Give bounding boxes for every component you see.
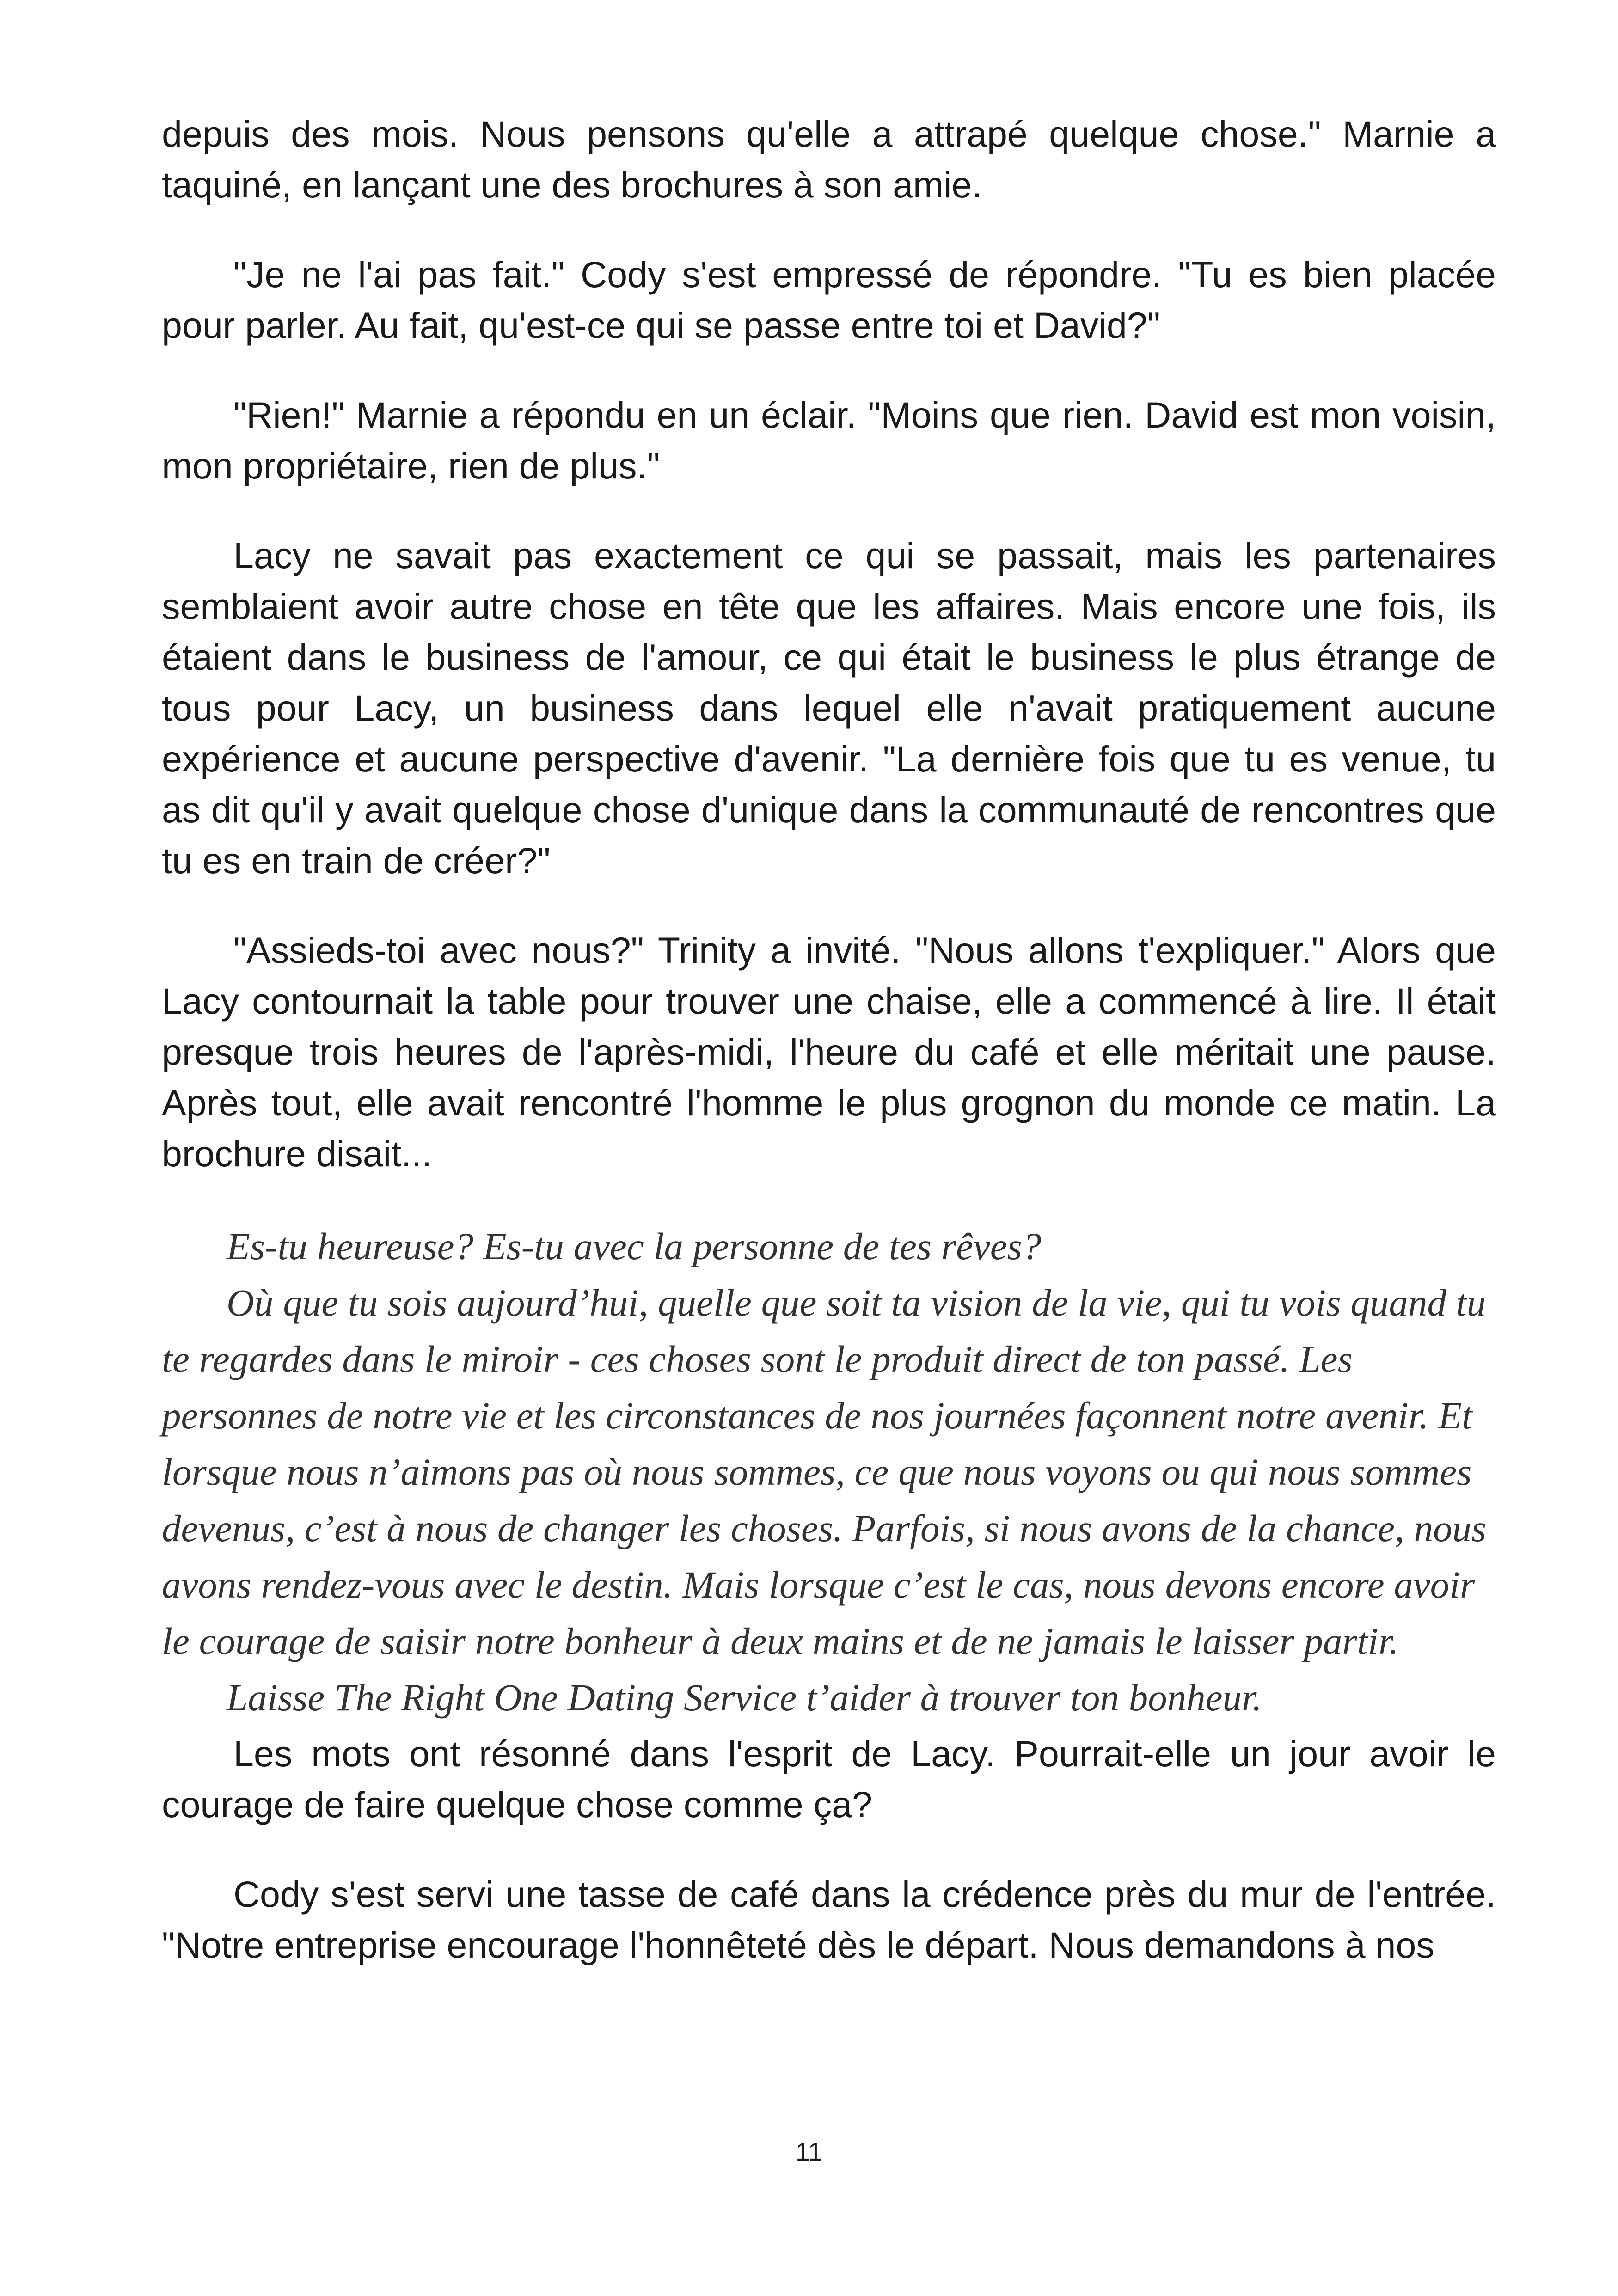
brochure-body: Où que tu sois aujourd’hui, quelle que soit ta vision de la vie, qui tu vois quand tu te regardes dans le miroir - ces choses sont le produit direct de ton passé. Les personnes de notre vie et les circonstances de nos journées façonnent notre avenir. Et lorsque nous n’aimons pas où nous sommes, ce que nous voyons ou qui nous sommes devenus, c’est à nous de changer les choses. Parfois, si nous avons de la chance, nous avons rendez-vous avec le destin. Mais lorsque c’est le cas, nous devons encore avoir le courage de saisir notre bonheur à deux mains et de ne jamais le laisser partir. <box>162 1281 1487 1662</box>
brochure-line: Es-tu heureuse? Es-tu avec la personne de tes rêves? <box>227 1225 1042 1267</box>
paragraph: "Assieds-toi avec nous?" Trinity a invité. "Nous allons t'expliquer." Alors que Lacy contournait la table pour trouver une chaise, elle a commencé à lire. Il était presque trois heures de l'après-midi, l'heure du café et elle méritait une pause. Après tout, elle avait rencontré l'homme le plus grognon du monde ce matin. La brochure disait... <box>162 930 1496 1174</box>
brochure-quote <box>162 1218 1496 1726</box>
paragraph: depuis des mois. Nous pensons qu'elle a attrapé quelque chose." Marnie a taquiné, en lançant une des brochures à son amie. <box>162 113 1496 205</box>
page-body <box>162 109 1496 2009</box>
paragraph: "Rien!" Marnie a répondu en un éclair. "Moins que rien. David est mon voisin, mon propriétaire, rien de plus." <box>162 394 1496 486</box>
brochure-closing: Laisse The Right One Dating Service t’aider à trouver ton bonheur. <box>227 1676 1262 1719</box>
paragraph: "Je ne l'ai pas fait." Cody s'est empressé de répondre. "Tu es bien placée pour parler. Au fait, qu'est-ce qui se passe entre toi et David?" <box>162 254 1496 346</box>
paragraph: Lacy ne savait pas exactement ce qui se passait, mais les partenaires semblaient avoir autre chose en tête que les affaires. Mais encore une fois, ils étaient dans le business de l'amour, ce qui était le business le plus étrange de tous pour Lacy, un business dans lequel elle n'avait pratiquement aucune expérience et aucune perspective d'avenir. "La dernière fois que tu es venue, tu as dit qu'il y avait quelque chose d'unique dans la communauté de rencontres que tu es en train de créer?" <box>162 535 1496 881</box>
paragraph: Les mots ont résonné dans l'esprit de Lacy. Pourrait-elle un jour avoir le courage de faire quelque chose comme ça? <box>162 1733 1496 1825</box>
paragraph: Cody s'est servi une tasse de café dans la crédence près du mur de l'entrée. "Notre entreprise encourage l'honnêteté dès le départ. Nous demandons à nos <box>162 1874 1496 1965</box>
page-number: 11 <box>795 2137 823 2166</box>
